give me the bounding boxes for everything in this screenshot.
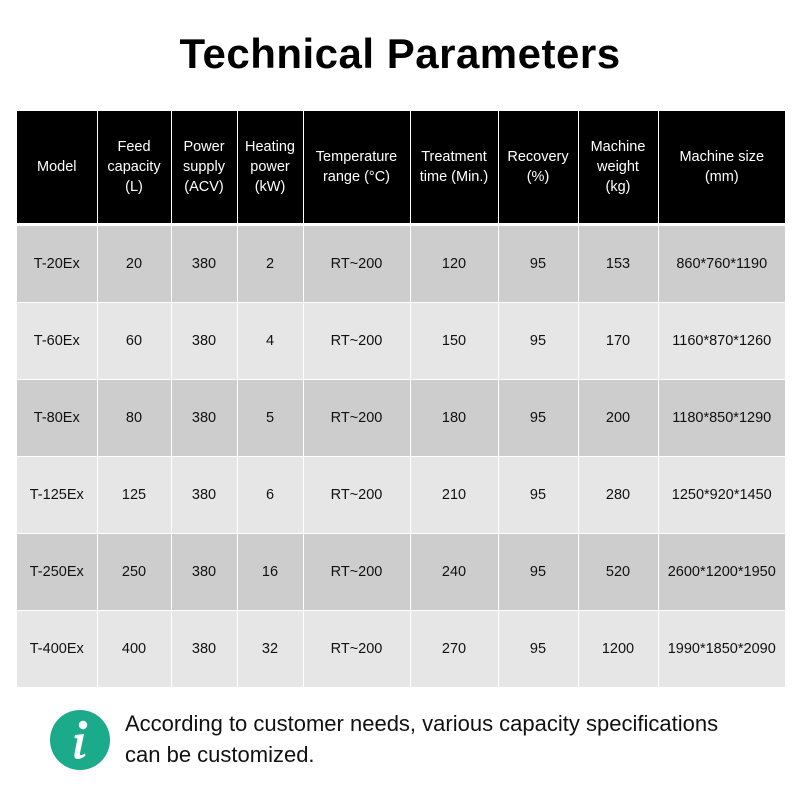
note-line: According to customer needs, various capacity specifications bbox=[125, 711, 719, 736]
column-header-line: range (°C) bbox=[322, 169, 391, 185]
table-cell: 60 bbox=[97, 303, 171, 380]
table-cell: T-80Ex bbox=[17, 380, 97, 457]
table-cell: T-400Ex bbox=[17, 611, 97, 688]
table-cell: 125 bbox=[97, 457, 171, 534]
table-cell: 250 bbox=[97, 534, 171, 611]
table-row bbox=[17, 380, 785, 457]
column-header-line: Heating bbox=[245, 139, 295, 155]
table-cell: RT~200 bbox=[303, 534, 410, 611]
table-cell: 95 bbox=[498, 380, 578, 457]
table-cell: 95 bbox=[498, 534, 578, 611]
table-cell: 210 bbox=[410, 457, 498, 534]
table-cell: 380 bbox=[171, 380, 237, 457]
table-cell: 5 bbox=[237, 380, 303, 457]
column-header bbox=[658, 111, 785, 225]
info-icon bbox=[50, 710, 110, 770]
table-cell: 1180*850*1290 bbox=[658, 380, 785, 457]
table-cell: 380 bbox=[171, 611, 237, 688]
table-cell: 270 bbox=[410, 611, 498, 688]
column-header-line: time (Min.) bbox=[419, 169, 489, 185]
table-cell: 95 bbox=[498, 457, 578, 534]
table-row bbox=[17, 303, 785, 380]
column-header-line: Model bbox=[37, 159, 77, 175]
table-cell: T-20Ex bbox=[17, 225, 97, 303]
column-header-line: weight bbox=[597, 159, 639, 175]
table-cell: 180 bbox=[410, 380, 498, 457]
column-header-line: (kW) bbox=[254, 179, 286, 195]
table-cell: T-125Ex bbox=[17, 457, 97, 534]
table-header-row bbox=[17, 111, 785, 225]
column-header bbox=[303, 111, 410, 225]
table-cell: 32 bbox=[237, 611, 303, 688]
table-cell: T-60Ex bbox=[17, 303, 97, 380]
table-cell: 380 bbox=[171, 225, 237, 303]
table-cell: RT~200 bbox=[303, 303, 410, 380]
table-cell: 170 bbox=[578, 303, 658, 380]
note-text bbox=[125, 708, 775, 770]
table-cell: 2600*1200*1950 bbox=[658, 534, 785, 611]
info-note bbox=[50, 706, 770, 776]
table-cell: 380 bbox=[171, 303, 237, 380]
column-header bbox=[171, 111, 237, 225]
table-cell: 153 bbox=[578, 225, 658, 303]
table-cell: 1160*870*1260 bbox=[658, 303, 785, 380]
table-cell: 520 bbox=[578, 534, 658, 611]
column-header-line: power bbox=[250, 159, 290, 175]
table-cell: 150 bbox=[410, 303, 498, 380]
column-header-line: (ACV) bbox=[184, 179, 224, 195]
table-cell: 95 bbox=[498, 303, 578, 380]
column-header-line: (kg) bbox=[605, 179, 631, 195]
table-cell: 380 bbox=[171, 457, 237, 534]
column-header-line: Recovery bbox=[507, 149, 569, 165]
parameters-table bbox=[17, 111, 785, 688]
note-line: can be customized. bbox=[125, 742, 315, 767]
table-cell: 95 bbox=[498, 225, 578, 303]
table-cell: 280 bbox=[578, 457, 658, 534]
page-title: Technical Parameters bbox=[179, 30, 621, 77]
column-header-line: supply bbox=[183, 159, 225, 175]
column-header-line: (%) bbox=[526, 169, 550, 185]
column-header-line: Machine bbox=[590, 139, 646, 155]
table-cell: 1990*1850*2090 bbox=[658, 611, 785, 688]
table-cell: 860*760*1190 bbox=[658, 225, 785, 303]
column-header bbox=[578, 111, 658, 225]
column-header-line: Machine size bbox=[679, 149, 765, 165]
column-header-line: (mm) bbox=[704, 169, 739, 185]
table-row bbox=[17, 457, 785, 534]
column-header bbox=[410, 111, 498, 225]
table-cell: 120 bbox=[410, 225, 498, 303]
table-cell: T-250Ex bbox=[17, 534, 97, 611]
table-row bbox=[17, 225, 785, 303]
table-cell: RT~200 bbox=[303, 611, 410, 688]
column-header-line: Power bbox=[183, 139, 225, 155]
table-row bbox=[17, 534, 785, 611]
column-header bbox=[97, 111, 171, 225]
table-cell: 200 bbox=[578, 380, 658, 457]
table-cell: 1200 bbox=[578, 611, 658, 688]
table-cell: 1250*920*1450 bbox=[658, 457, 785, 534]
table-cell: 4 bbox=[237, 303, 303, 380]
table-cell: 16 bbox=[237, 534, 303, 611]
table-cell: 400 bbox=[97, 611, 171, 688]
table-cell: 2 bbox=[237, 225, 303, 303]
column-header-line: Temperature bbox=[315, 149, 398, 165]
table-cell: 20 bbox=[97, 225, 171, 303]
column-header-line: Treatment bbox=[421, 149, 487, 165]
table-cell: 240 bbox=[410, 534, 498, 611]
table-cell: RT~200 bbox=[303, 457, 410, 534]
column-header bbox=[17, 111, 97, 225]
table-body bbox=[17, 225, 785, 688]
column-header bbox=[498, 111, 578, 225]
table-cell: 380 bbox=[171, 534, 237, 611]
table-cell: 95 bbox=[498, 611, 578, 688]
table-cell: 6 bbox=[237, 457, 303, 534]
column-header bbox=[237, 111, 303, 225]
column-header-line: capacity bbox=[107, 159, 161, 175]
column-header-line: (L) bbox=[125, 179, 143, 195]
table-row bbox=[17, 611, 785, 688]
column-header-line: Feed bbox=[117, 139, 151, 155]
table-cell: RT~200 bbox=[303, 225, 410, 303]
table-cell: 80 bbox=[97, 380, 171, 457]
table-cell: RT~200 bbox=[303, 380, 410, 457]
